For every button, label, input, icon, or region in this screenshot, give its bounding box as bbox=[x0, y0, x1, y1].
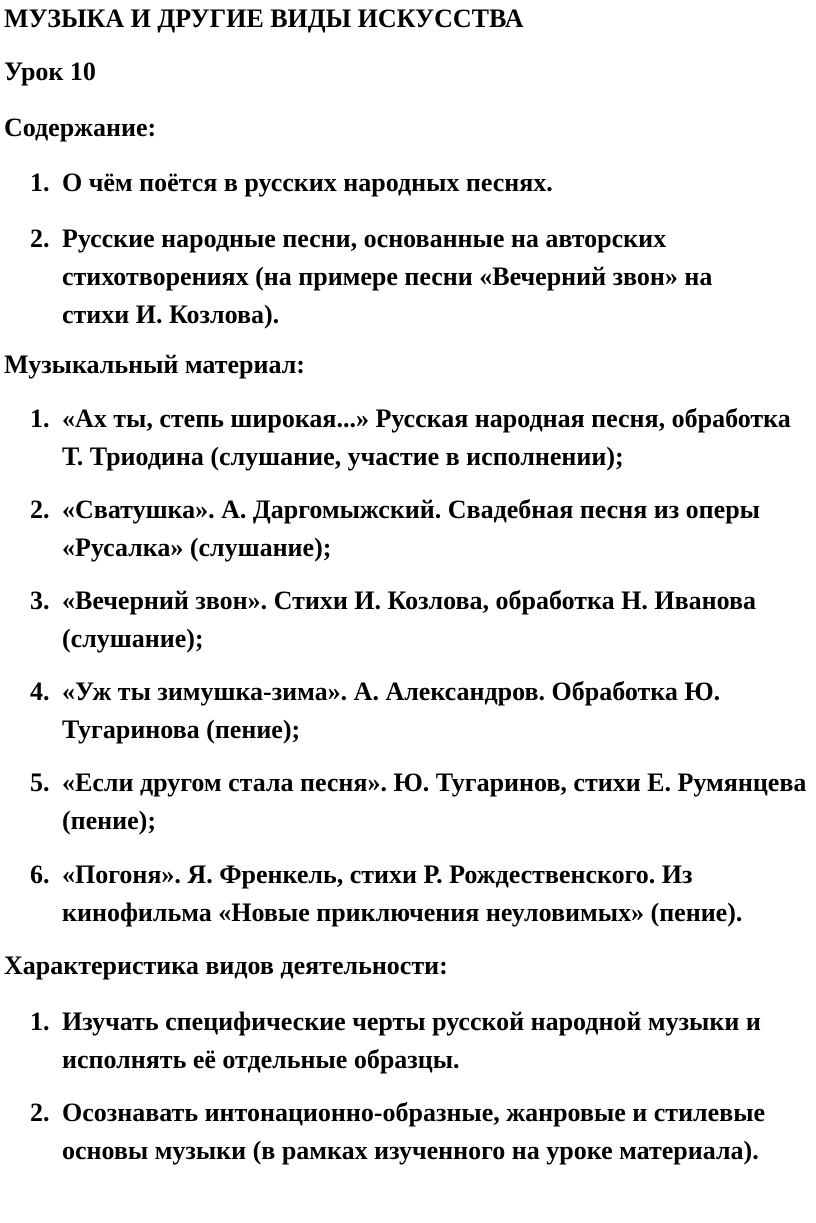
list-item-text: О чём поётся в русских народных песнях. bbox=[62, 168, 553, 197]
list-item-text: «Если другом стала песня». Ю. Тугаринов, стихи Е. Румянцева (пение); bbox=[62, 768, 807, 835]
list-item-text: Изучать специфические черты русской народной музыки и исполнять её отдельные образцы. bbox=[62, 1007, 761, 1074]
list-item-number: 2. bbox=[30, 1098, 50, 1127]
list-item-text: «Уж ты зимушка-зима». А. Александров. Обработка Ю. Тугаринова (пение); bbox=[62, 677, 721, 744]
list-item-text: Осознавать интонационно-образные, жанровые и стилевые основы музыки (в рамках изученного на уроке материала). bbox=[62, 1098, 766, 1165]
list-item-number: 1. bbox=[30, 168, 50, 197]
list-item-number: 1. bbox=[30, 1007, 50, 1036]
list-item-number: 1. bbox=[30, 404, 50, 433]
music-heading: Музыкальный материал: bbox=[4, 350, 305, 379]
list-item-number: 4. bbox=[30, 677, 50, 706]
page-title: МУЗЫКА И ДРУГИЕ ВИДЫ ИСКУССТВА bbox=[4, 4, 524, 33]
list-item-text: «Вечерний звон». Стихи И. Козлова, обработка Н. Иванова (слушание); bbox=[62, 586, 757, 653]
list-item-text: «Погоня». Я. Френкель, стихи Р. Рождественского. Из кинофильма «Новые приключения неуловимых» (пение). bbox=[62, 860, 743, 927]
list-item-text: Русские народные песни, основанные на авторских стихотворениях (на примере песни «Вечерний звон» на стихи И. Козлова). bbox=[62, 224, 713, 329]
list-item-text: «Сватушка». А. Даргомыжский. Свадебная песня из оперы «Русалка» (слушание); bbox=[62, 495, 760, 562]
list-item-number: 6. bbox=[30, 860, 50, 889]
list-item-number: 5. bbox=[30, 768, 50, 797]
list-item-number: 3. bbox=[30, 586, 50, 615]
list-item-number: 2. bbox=[30, 224, 50, 253]
lesson-number: Урок 10 bbox=[4, 57, 96, 86]
list-item-number: 2. bbox=[30, 495, 50, 524]
list-item-text: «Ах ты, степь широкая...» Русская народная песня, обработка Т. Триодина (слушание, участие в исполнении); bbox=[62, 404, 791, 471]
activities-heading: Характеристика видов деятельности: bbox=[4, 951, 448, 980]
content-heading: Содержание: bbox=[4, 113, 157, 142]
